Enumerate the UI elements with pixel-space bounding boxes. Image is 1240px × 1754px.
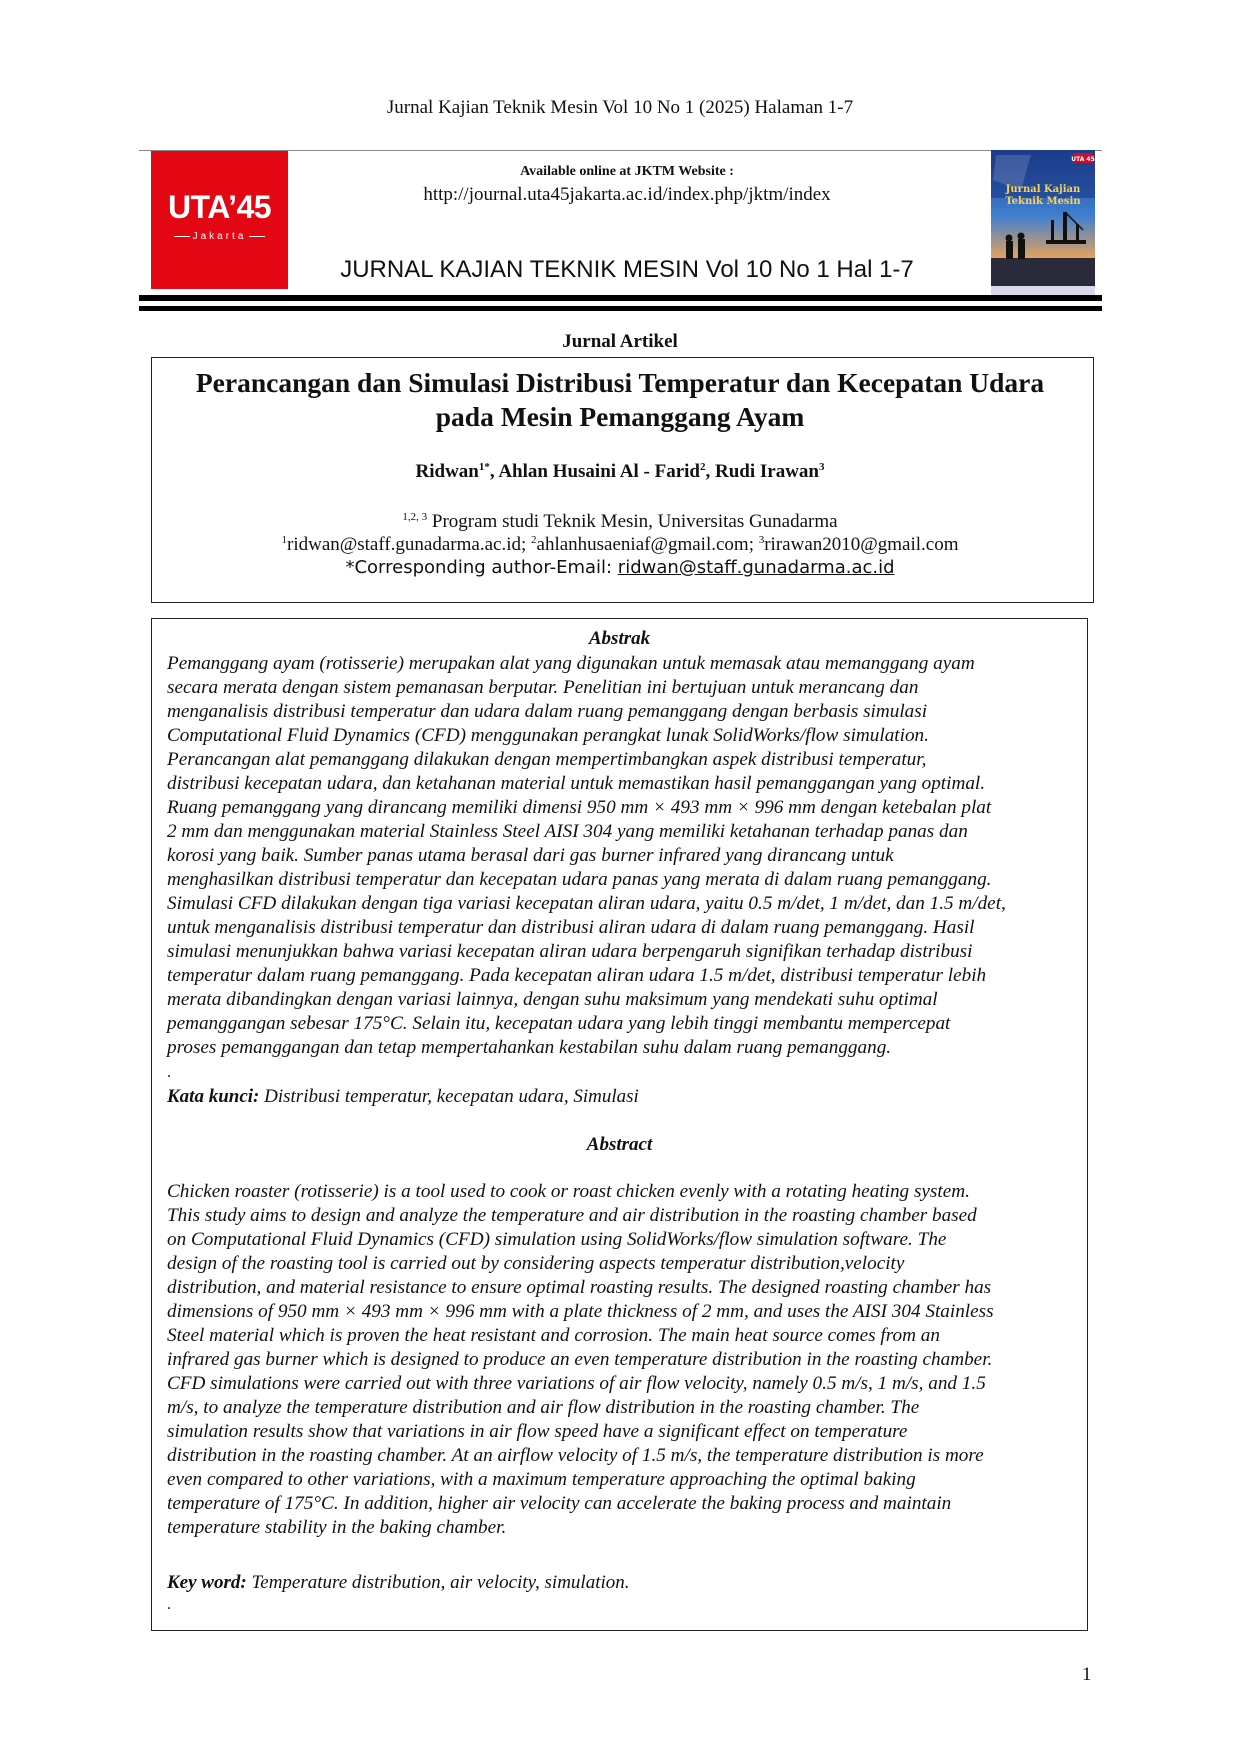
abstract-line: dimensions of 950 mm × 493 mm × 996 mm with a plate thickness of 2 mm, and uses the AISI 304 Stainless bbox=[167, 1301, 994, 1322]
author-affiliation-mark: 1* bbox=[478, 461, 490, 473]
abstrak-line: pemanggangan sebesar 175°C. Selain itu, kecepatan udara yang lebih tinggi membantu mempercepat bbox=[167, 1013, 951, 1034]
journal-url[interactable]: http://journal.uta45jakarta.ac.id/index.php/jktm/index bbox=[423, 184, 831, 205]
affiliation-text: Program studi Teknik Mesin, Universitas Gunadarma bbox=[431, 511, 838, 532]
kata-kunci bbox=[167, 1086, 1072, 1108]
abstract-paragraph bbox=[167, 1180, 1072, 1540]
abstrak-line: Perancangan alat pemanggang dilakukan dengan mempertimbangkan aspek distribusi temperatur, bbox=[167, 749, 927, 770]
abstract-line: distribution in the roasting chamber. At an airflow velocity of 1.5 m/s, the temperature distribution is more bbox=[167, 1445, 984, 1466]
abstrak-line: korosi yang baik. Sumber panas utama berasal dari gas burner infrared yang dirancang untuk bbox=[167, 845, 894, 866]
abstrak-line: menghasilkan distribusi temperatur dan kecepatan udara panas yang merata di dalam ruang pemanggang. bbox=[167, 869, 992, 890]
kata-kunci-text: Distribusi temperatur, kecepatan udara, Simulasi bbox=[259, 1086, 639, 1107]
abstrak-line: temperatur dalam ruang pemanggang. Pada kecepatan aliran udara 1.5 m/det, distribusi temperatur lebih bbox=[167, 965, 987, 986]
affiliation bbox=[160, 511, 1080, 533]
corresponding-label: *Corresponding author-Email: bbox=[345, 557, 618, 578]
header-rule-top bbox=[139, 295, 1102, 301]
abstrak-line: Computational Fluid Dynamics (CFD) menggunakan perangkat lunak SolidWorks/flow simulation. bbox=[167, 725, 929, 746]
email-separator: ; bbox=[520, 534, 532, 555]
abstract-line: Chicken roaster (rotisserie) is a tool used to cook or roast chicken evenly with a rotating heating system. bbox=[167, 1181, 970, 1202]
header-rule-bottom bbox=[139, 306, 1102, 311]
abstrak-line: secara merata dengan sistem pemanasan berputar. Penelitian ini bertujuan untuk merancang dan bbox=[167, 677, 919, 698]
abstract-line: design of the roasting tool is carried out by considering aspects temperatur distribution,velocity bbox=[167, 1253, 905, 1274]
abstrak-dot: . bbox=[167, 1064, 171, 1081]
kata-kunci-label: Kata kunci: bbox=[167, 1086, 260, 1107]
abstract-line: Steel material which is proven the heat resistant and corrosion. The main heat source comes from an bbox=[167, 1325, 940, 1346]
article-title-line-2: pada Mesin Pemanggang Ayam bbox=[435, 401, 805, 432]
abstract-line: CFD simulations were carried out with three variations of air flow velocity, namely 0.5 m/s, 1 m/s, and 1.5 bbox=[167, 1373, 986, 1394]
author-list bbox=[160, 461, 1080, 483]
abstrak-line: merata dibandingkan dengan variasi lainnya, dengan suhu maksimum yang mendekati suhu optimal bbox=[167, 989, 938, 1010]
running-head: Jurnal Kajian Teknik Mesin Vol 10 No 1 (2025) Halaman 1-7 bbox=[386, 97, 854, 118]
abstract-heading: Abstract bbox=[586, 1134, 653, 1155]
corresponding-author bbox=[160, 557, 1080, 578]
abstrak-paragraph bbox=[167, 652, 1072, 1060]
email-separator: ; bbox=[748, 534, 759, 555]
key-word-label: Key word: bbox=[167, 1572, 247, 1593]
key-word-text: Temperature distribution, air velocity, simulation. bbox=[246, 1572, 630, 1593]
abstract-line: even compared to other variations, with a maximum temperature approaching the optimal baking bbox=[167, 1469, 916, 1490]
abstract-line: simulation results show that variations in air flow speed have a significant effect on temperature bbox=[167, 1421, 908, 1442]
author-name: Ridwan bbox=[415, 461, 479, 482]
abstrak-line: simulasi menunjukkan bahwa variasi kecepatan aliran udara berpengaruh signifikan terhadap distribusi bbox=[167, 941, 973, 962]
availability-label: Available online at JKTM Website : bbox=[520, 164, 734, 179]
page-number: 1 bbox=[1082, 1664, 1092, 1685]
email-link[interactable]: ridwan@staff.gunadarma.ac.id bbox=[287, 534, 521, 555]
abstract-line: temperature stability in the baking chamber. bbox=[167, 1517, 507, 1538]
abstrak-line: untuk menganalisis distribusi temperatur dan distribusi aliran udara di dalam ruang pemanggang. Hasil bbox=[167, 917, 975, 938]
article-title-line-1: Perancangan dan Simulasi Distribusi Temperatur dan Kecepatan Udara bbox=[195, 367, 1045, 398]
abstrak-line: Simulasi CFD dilakukan dengan tiga variasi kecepatan aliran udara, yaitu 0.5 m/det, 1 m/det, dan 1.5 m/det, bbox=[167, 893, 1006, 914]
abstract-line: on Computational Fluid Dynamics (CFD) simulation using SolidWorks/flow simulation software. The bbox=[167, 1229, 947, 1250]
email-link[interactable]: rirawan2010@gmail.com bbox=[764, 534, 959, 555]
journal-cover-image bbox=[991, 150, 1095, 296]
logo-subtitle: Jakarta bbox=[151, 231, 288, 242]
cover-title-1: Jurnal Kajian bbox=[1005, 184, 1081, 195]
email-mark: 2 bbox=[531, 534, 537, 546]
abstract-line: m/s, to analyze the temperature distribution and air flow distribution in the roasting chamber. The bbox=[167, 1397, 920, 1418]
abstrak-line: menganalisis distribusi temperatur dan udara dalam ruang pemanggang dengan berbasis simulasi bbox=[167, 701, 928, 722]
article-title bbox=[160, 366, 1080, 434]
abstrak-line: Ruang pemanggang yang dirancang memiliki dimensi 950 mm × 493 mm × 996 mm dengan ketebalan plat bbox=[167, 797, 992, 818]
cover-illustration bbox=[991, 150, 1095, 296]
cover-title-2: Teknik Mesin bbox=[1005, 196, 1081, 207]
abstract-line: infrared gas burner which is designed to produce an even temperature distribution in the roasting chamber. bbox=[167, 1349, 993, 1370]
author-affiliation-mark: 2 bbox=[699, 461, 706, 473]
email-mark: 1 bbox=[281, 534, 287, 546]
logo-wordmark: UTA’45 bbox=[167, 189, 272, 225]
author-separator: , bbox=[705, 461, 715, 482]
section-label: Jurnal Artikel bbox=[562, 331, 678, 352]
abstrak-line: distribusi kecepatan udara, dan ketahanan material untuk memastikan hasil pemanggangan yang optimal. bbox=[167, 773, 986, 794]
email-list bbox=[160, 534, 1080, 556]
journal-masthead: JURNAL KAJIAN TEKNIK MESIN Vol 10 No 1 Hal 1-7 bbox=[340, 256, 914, 283]
abstrak-line: Pemanggang ayam (rotisserie) merupakan alat yang digunakan untuk memasak atau memanggang ayam bbox=[167, 653, 975, 674]
abstract-line: temperature of 175°C. In addition, higher air velocity can accelerate the baking process and maintain bbox=[167, 1493, 952, 1514]
abstract-line: This study aims to design and analyze the temperature and air distribution in the roasting chamber based bbox=[167, 1205, 977, 1226]
affiliation-mark: 1,2, 3 bbox=[402, 511, 428, 523]
corresponding-email-link[interactable]: ridwan@staff.gunadarma.ac.id bbox=[617, 557, 895, 578]
author-name: Rudi Irawan bbox=[714, 461, 819, 482]
uta45-logo bbox=[151, 151, 288, 289]
abstract-dot: . bbox=[167, 1596, 171, 1613]
abstrak-line: 2 mm dan menggunakan material Stainless Steel AISI 304 yang memiliki ketahanan terhadap panas dan bbox=[167, 821, 968, 842]
cover-badge: UTA 45 bbox=[1071, 156, 1095, 163]
email-link[interactable]: ahlanhusaeniaf@gmail.com bbox=[536, 534, 749, 555]
abstrak-heading: Abstrak bbox=[588, 628, 651, 649]
abstrak-line: proses pemanggangan dan tetap mempertahankan kestabilan suhu dalam ruang pemanggang. bbox=[167, 1037, 892, 1058]
author-separator: , bbox=[489, 461, 499, 482]
author-name: Ahlan Husaini Al - Farid bbox=[498, 461, 700, 482]
key-word bbox=[167, 1572, 1072, 1594]
email-mark: 3 bbox=[758, 534, 765, 546]
abstract-line: distribution, and material resistance to ensure optimal roasting results. The designed roasting chamber has bbox=[167, 1277, 992, 1298]
author-affiliation-mark: 3 bbox=[818, 461, 825, 473]
